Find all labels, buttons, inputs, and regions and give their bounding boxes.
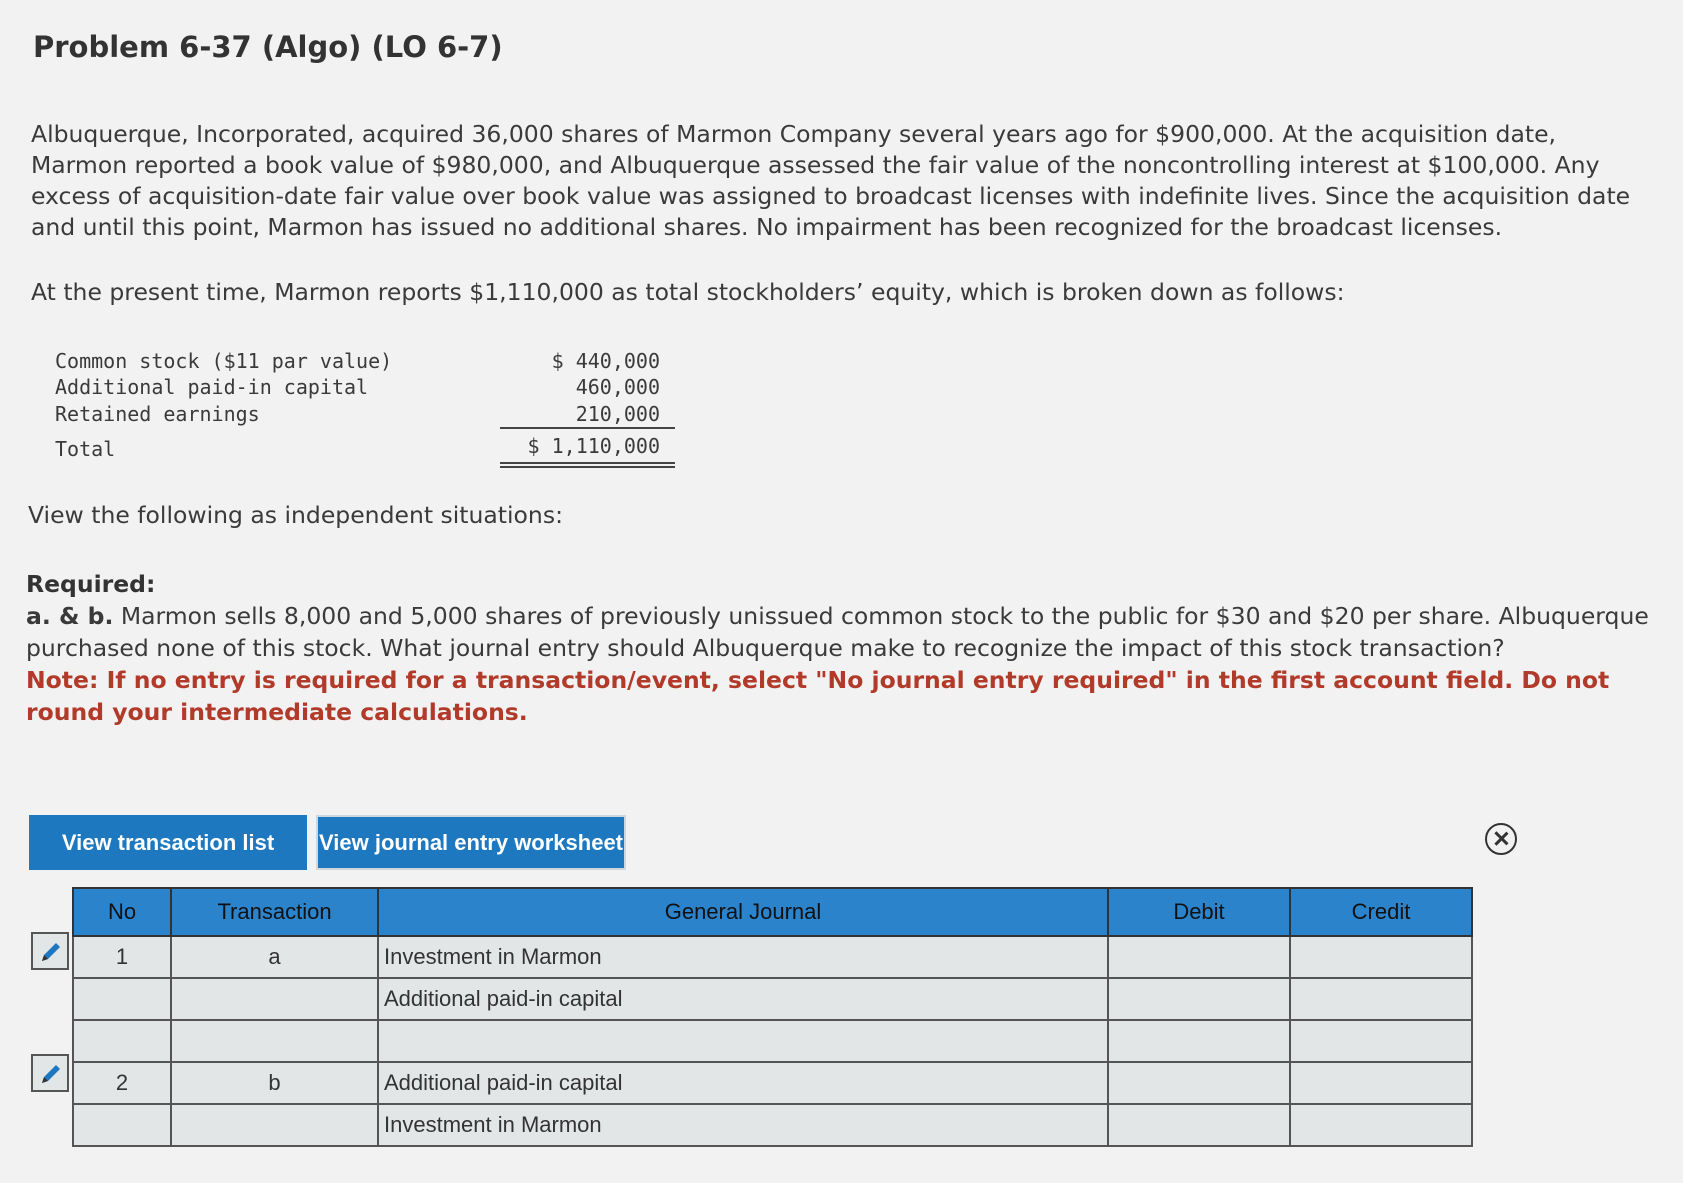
pencil-icon (39, 940, 63, 964)
row-transaction: b (171, 1062, 378, 1104)
note-text: Note: If no entry is required for a transaction/event, select "No journal entry required" in the first account field. Do not round your intermediate calculations. (26, 666, 1610, 726)
row-no (73, 1104, 171, 1146)
header-transaction: Transaction (171, 888, 378, 936)
required-text (26, 600, 1656, 664)
equity-total-value: $ 1,110,000 (527, 434, 660, 458)
close-icon[interactable] (1485, 823, 1517, 855)
row-debit[interactable] (1108, 978, 1290, 1020)
present-paragraph: At the present time, Marmon reports $1,110,000 as total stockholders’ equity, which is broken down as follows: (31, 278, 1345, 306)
row-credit[interactable] (1290, 1020, 1472, 1062)
row-credit[interactable] (1290, 1062, 1472, 1104)
problem-title: Problem 6-37 (Algo) (LO 6-7) (33, 30, 503, 64)
row-credit[interactable] (1290, 978, 1472, 1020)
required-heading: Required: (26, 570, 156, 598)
equity-value: 210,000 (575, 402, 660, 426)
row-transaction (171, 1020, 378, 1062)
table-row (73, 978, 1472, 1020)
table-row (73, 1020, 1472, 1062)
view-journal-entry-worksheet-button[interactable]: View journal entry worksheet (316, 815, 626, 870)
row-no: 2 (73, 1062, 171, 1104)
row-account[interactable]: Investment in Marmon (378, 936, 1108, 978)
row-transaction (171, 978, 378, 1020)
row-account[interactable]: Additional paid-in capital (378, 1062, 1108, 1104)
required-part-label: a. & b. (26, 602, 114, 630)
header-credit: Credit (1290, 888, 1472, 936)
equity-label: Common stock ($11 par value) (55, 349, 393, 373)
row-debit[interactable] (1108, 1020, 1290, 1062)
equity-label: Retained earnings (55, 402, 260, 426)
equity-value: $ 440,000 (551, 349, 660, 373)
row-debit[interactable] (1108, 1062, 1290, 1104)
row-credit[interactable] (1290, 936, 1472, 978)
required-section (26, 568, 1656, 728)
edit-entry-button[interactable] (31, 1054, 69, 1092)
header-debit: Debit (1108, 888, 1290, 936)
view-transaction-list-button[interactable]: View transaction list (29, 815, 307, 870)
row-debit[interactable] (1108, 936, 1290, 978)
row-transaction (171, 1104, 378, 1146)
header-no: No (73, 888, 171, 936)
equity-label: Additional paid-in capital (55, 375, 369, 399)
table-row (73, 936, 1472, 978)
total-double-underline (500, 466, 675, 468)
table-row (73, 1104, 1472, 1146)
subtotal-underline (500, 427, 675, 429)
row-no (73, 1020, 171, 1062)
equity-label: Total (55, 437, 116, 461)
intro-paragraph: Albuquerque, Incorporated, acquired 36,000 shares of Marmon Company several years ago for $900,000. At the acquisition date, Marmon reported a book value of $980,000, and Albuquerque assessed the fair value of the noncontrolling interest at $100,000. Any excess of acquisition-date fair value over book value was assigned to broadcast licenses with indefinite lives. Since the acquisition date and until this point, Marmon has issued no additional shares. No impairment has been recognized for the broadcast licenses. (31, 120, 1631, 241)
row-account[interactable] (378, 1020, 1108, 1062)
row-no: 1 (73, 936, 171, 978)
total-double-underline (500, 462, 675, 464)
row-account[interactable]: Additional paid-in capital (378, 978, 1108, 1020)
row-debit[interactable] (1108, 1104, 1290, 1146)
row-no (73, 978, 171, 1020)
row-transaction: a (171, 936, 378, 978)
equity-value: 460,000 (575, 375, 660, 399)
row-account[interactable]: Investment in Marmon (378, 1104, 1108, 1146)
pencil-icon (39, 1062, 63, 1086)
edit-entry-button[interactable] (31, 932, 69, 970)
independent-text: View the following as independent situations: (28, 501, 563, 529)
required-question: Marmon sells 8,000 and 5,000 shares of previously unissued common stock to the public for $30 and $20 per share. Albuquerque purchased none of this stock. What journal entry should Albuquerque make to recognize the impact of this stock transaction? (26, 602, 1649, 662)
journal-entry-table (72, 887, 1473, 1147)
table-row (73, 1062, 1472, 1104)
header-general-journal: General Journal (378, 888, 1108, 936)
row-credit[interactable] (1290, 1104, 1472, 1146)
